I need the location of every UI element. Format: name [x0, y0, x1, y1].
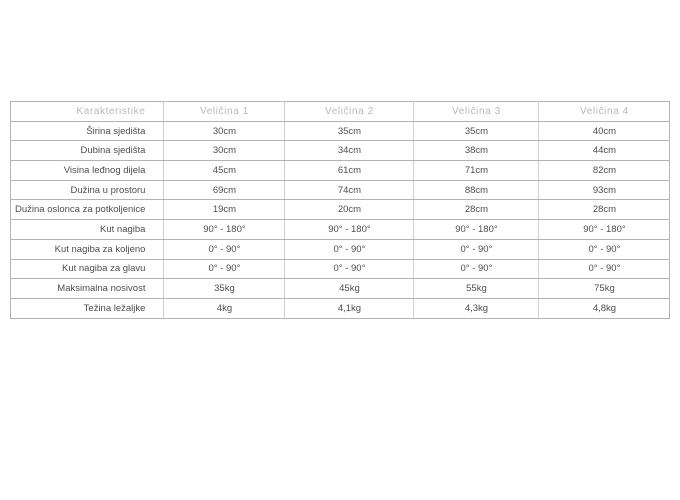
column-header-karakteristike: Karakteristike: [11, 102, 164, 122]
cell-value: 35cm: [285, 121, 414, 141]
table-row-tezina-lezaljke: [11, 298, 670, 318]
cell-value: 0° - 90°: [414, 239, 539, 259]
cell-value: 4,1kg: [285, 298, 414, 318]
row-label: Kut nagiba za glavu: [11, 259, 164, 279]
table-row-visina-lednog-dijela: [11, 161, 670, 181]
row-label: Težina ležaljke: [11, 298, 164, 318]
cell-value: 55kg: [414, 279, 539, 299]
cell-value: 90° - 180°: [285, 220, 414, 240]
column-header-velicina-2: Veličina 2: [285, 102, 414, 122]
cell-value: 35cm: [414, 121, 539, 141]
cell-value: 34cm: [285, 141, 414, 161]
cell-value: 71cm: [414, 161, 539, 181]
cell-value: 0° - 90°: [164, 259, 285, 279]
cell-value: 35kg: [164, 279, 285, 299]
row-label: Kut nagiba za koljeno: [11, 239, 164, 259]
row-label: Kut nagiba: [11, 220, 164, 240]
row-label: Dužina oslonca za potkoljenice: [11, 200, 164, 220]
cell-value: 93cm: [539, 180, 670, 200]
cell-value: 38cm: [414, 141, 539, 161]
cell-value: 28cm: [414, 200, 539, 220]
header-row: [11, 102, 670, 122]
cell-value: 90° - 180°: [539, 220, 670, 240]
cell-value: 19cm: [164, 200, 285, 220]
cell-value: 45cm: [164, 161, 285, 181]
cell-value: 0° - 90°: [414, 259, 539, 279]
column-header-velicina-4: Veličina 4: [539, 102, 670, 122]
cell-value: 4kg: [164, 298, 285, 318]
table-row-maksimalna-nosivost: [11, 279, 670, 299]
cell-value: 45kg: [285, 279, 414, 299]
cell-value: 0° - 90°: [539, 239, 670, 259]
cell-value: 82cm: [539, 161, 670, 181]
cell-value: 69cm: [164, 180, 285, 200]
column-header-velicina-3: Veličina 3: [414, 102, 539, 122]
cell-value: 40cm: [539, 121, 670, 141]
cell-value: 4,3kg: [414, 298, 539, 318]
cell-value: 44cm: [539, 141, 670, 161]
cell-value: 0° - 90°: [164, 239, 285, 259]
row-label: Dužina u prostoru: [11, 180, 164, 200]
table-row-dubina-sjedista: [11, 141, 670, 161]
cell-value: 0° - 90°: [539, 259, 670, 279]
cell-value: 0° - 90°: [285, 259, 414, 279]
cell-value: 88cm: [414, 180, 539, 200]
table-row-duzina-u-prostoru: [11, 180, 670, 200]
table-row-sirina-sjedista: [11, 121, 670, 141]
cell-value: 61cm: [285, 161, 414, 181]
cell-value: 90° - 180°: [414, 220, 539, 240]
row-label: Maksimalna nosivost: [11, 279, 164, 299]
product-spec-table: [10, 101, 670, 319]
table-row-kut-nagiba-za-glavu: [11, 259, 670, 279]
cell-value: 20cm: [285, 200, 414, 220]
cell-value: 74cm: [285, 180, 414, 200]
cell-value: 30cm: [164, 121, 285, 141]
row-label: Širina sjedišta: [11, 121, 164, 141]
cell-value: 28cm: [539, 200, 670, 220]
row-label: Visina leđnog dijela: [11, 161, 164, 181]
cell-value: 30cm: [164, 141, 285, 161]
row-label: Dubina sjedišta: [11, 141, 164, 161]
cell-value: 4,8kg: [539, 298, 670, 318]
table-row-kut-nagiba: [11, 220, 670, 240]
table-row-kut-nagiba-za-koljeno: [11, 239, 670, 259]
cell-value: 75kg: [539, 279, 670, 299]
table-row-duzina-oslonca: [11, 200, 670, 220]
cell-value: 0° - 90°: [285, 239, 414, 259]
cell-value: 90° - 180°: [164, 220, 285, 240]
column-header-velicina-1: Veličina 1: [164, 102, 285, 122]
